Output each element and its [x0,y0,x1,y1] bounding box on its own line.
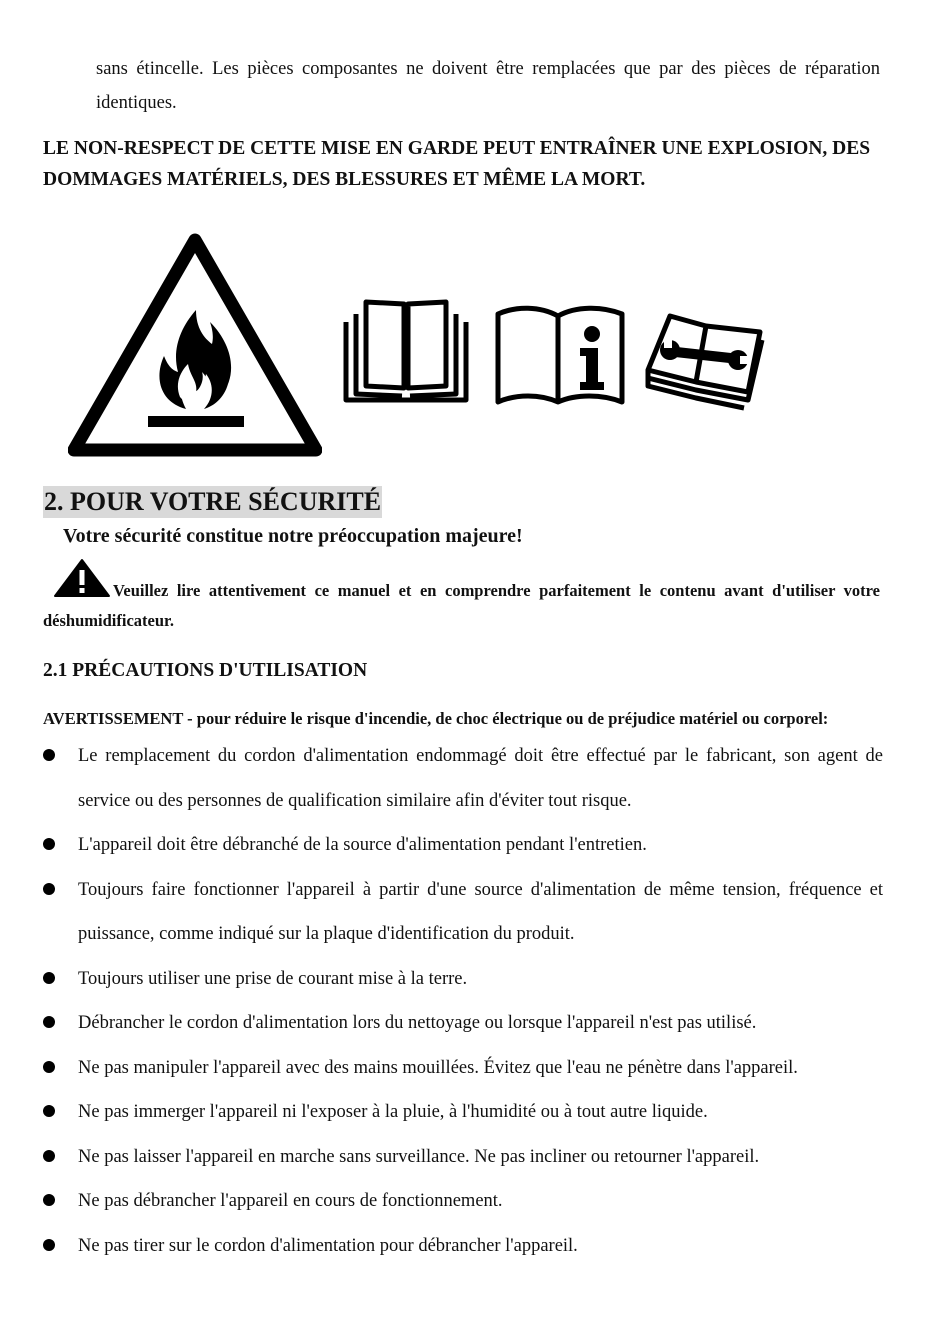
bullet-dot-icon [43,883,55,895]
bullet-dot-icon [43,1239,55,1251]
list-item: Débrancher le cordon d'alimentation lors du nettoyage ou lorsque l'appareil n'est pas utilisé. [43,1001,883,1046]
caution-paragraph [43,558,880,636]
warning-icon [53,558,111,598]
list-item: Ne pas tirer sur le cordon d'alimentation pour débrancher l'appareil. [43,1224,883,1269]
list-item: Ne pas débrancher l'appareil en cours de fonctionnement. [43,1179,883,1224]
bullet-dot-icon [43,1194,55,1206]
list-item: Le remplacement du cordon d'alimentation endommagé doit être effectué par le fabricant, son agent de service ou des personnes de qualification similaire afin d'éviter tout risque. [43,734,883,823]
subsection-title: 2.1 PRÉCAUTIONS D'UTILISATION [43,660,368,681]
bullet-dot-icon [43,1016,55,1028]
continuation-paragraph: sans étincelle. Les pièces composantes ne doivent être remplacées que par des pièces de réparation identiques. [96,59,880,113]
caution-text: Veuillez lire attentivement ce manuel et en comprendre parfaitement le contenu avant d'utiliser votre déshumidificateur. [43,581,880,630]
explosion-warning: LE NON-RESPECT DE CETTE MISE EN GARDE PEUT ENTRAÎNER UNE EXPLOSION, DES DOMMAGES MATÉRIELS, DES BLESSURES ET MÊME LA MORT. [43,138,871,190]
list-item: Ne pas immerger l'appareil ni l'exposer à la pluie, à l'humidité ou à tout autre liquide. [43,1090,883,1135]
bullet-dot-icon [43,1105,55,1117]
information-manual-icon [494,304,626,406]
list-item: Ne pas laisser l'appareil en marche sans surveillance. Ne pas incliner ou retourner l'appareil. [43,1135,883,1180]
avertissement-line: AVERTISSEMENT - pour réduire le risque d'incendie, de choc électrique ou de préjudice matériel ou corporel: [43,709,829,728]
read-manual-icon [342,296,470,404]
service-manual-icon [644,310,768,412]
list-item: L'appareil doit être débranché de la source d'alimentation pendant l'entretien. [43,823,883,868]
section-subtitle: Votre sécurité constitue notre préoccupation majeure! [63,525,523,547]
list-item: Toujours utiliser une prise de courant mise à la terre. [43,957,883,1002]
list-item: Ne pas manipuler l'appareil avec des mains mouillées. Évitez que l'eau ne pénètre dans l'appareil. [43,1046,883,1091]
list-item: Toujours faire fonctionner l'appareil à partir d'une source d'alimentation de même tension, fréquence et puissance, comme indiqué sur la plaque d'identification du produit. [43,868,883,957]
bullet-dot-icon [43,972,55,984]
bullet-dot-icon [43,749,55,761]
flammable-warning-icon [68,232,322,458]
bullet-dot-icon [43,1150,55,1162]
section-title: 2. POUR VOTRE SÉCURITÉ [44,487,382,516]
bullet-dot-icon [43,1061,55,1073]
bullet-dot-icon [43,838,55,850]
precautions-list [43,734,883,1268]
